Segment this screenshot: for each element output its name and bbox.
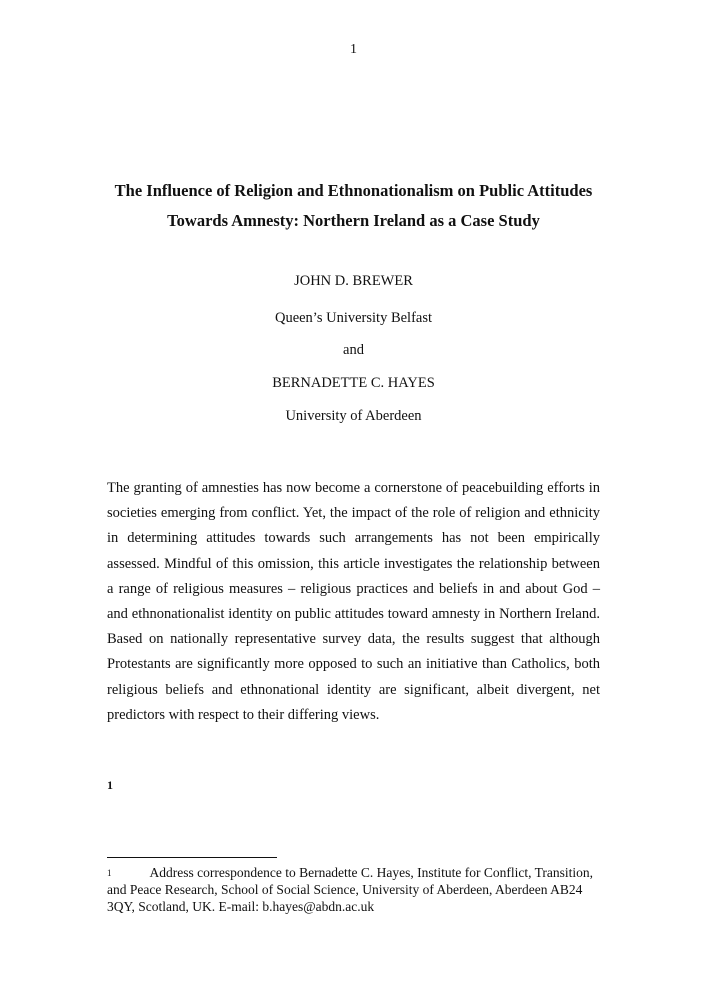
title-line-1: The Influence of Religion and Ethnonationalism on Public Attitudes xyxy=(114,181,593,200)
author-1: JOHN D. BREWER xyxy=(294,273,413,289)
footnote-text: Address correspondence to Bernadette C. Hayes, Institute for Conflict, Transition, and Peace Research, School of Social Science, University of Aberdeen, Aberdeen AB24 3QY, Scotland, UK. E-mail: b.hayes@abdn.ac.uk xyxy=(107,865,594,914)
author-connector: and xyxy=(343,342,364,358)
footnote xyxy=(107,864,600,915)
author-2: BERNADETTE C. HAYES xyxy=(272,375,435,391)
title-line-2: Towards Amnesty: Northern Ireland as a Case Study xyxy=(167,211,540,230)
abstract: The granting of amnesties has now become a cornerstone of peacebuilding efforts in societies emerging from conflict. Yet, the impact of the role of religion and ethnicity in determining attitudes towards such arrangements has not been empirically assessed. Mindful of this omission, this article investigates the relationship between a range of religious measures – religious practices and beliefs in and about God – and ethnonationalist identity on public attitudes toward amnesty in Northern Ireland. Based on nationally representative survey data, the results suggest that although Protestants are significantly more opposed to such an initiative than Catholics, both religious beliefs and ethnonational identity are significant, albeit divergent, net predictors with respect to their differing views. xyxy=(107,480,600,723)
page-number: 1 xyxy=(350,42,357,57)
footnote-number: 1 xyxy=(107,868,112,878)
footnote-divider xyxy=(107,857,277,858)
affiliation-1: Queen’s University Belfast xyxy=(274,310,433,326)
affiliation-2: University of Aberdeen xyxy=(285,408,422,424)
footnote-marker: 1 xyxy=(107,778,113,792)
paper-title xyxy=(70,176,637,236)
